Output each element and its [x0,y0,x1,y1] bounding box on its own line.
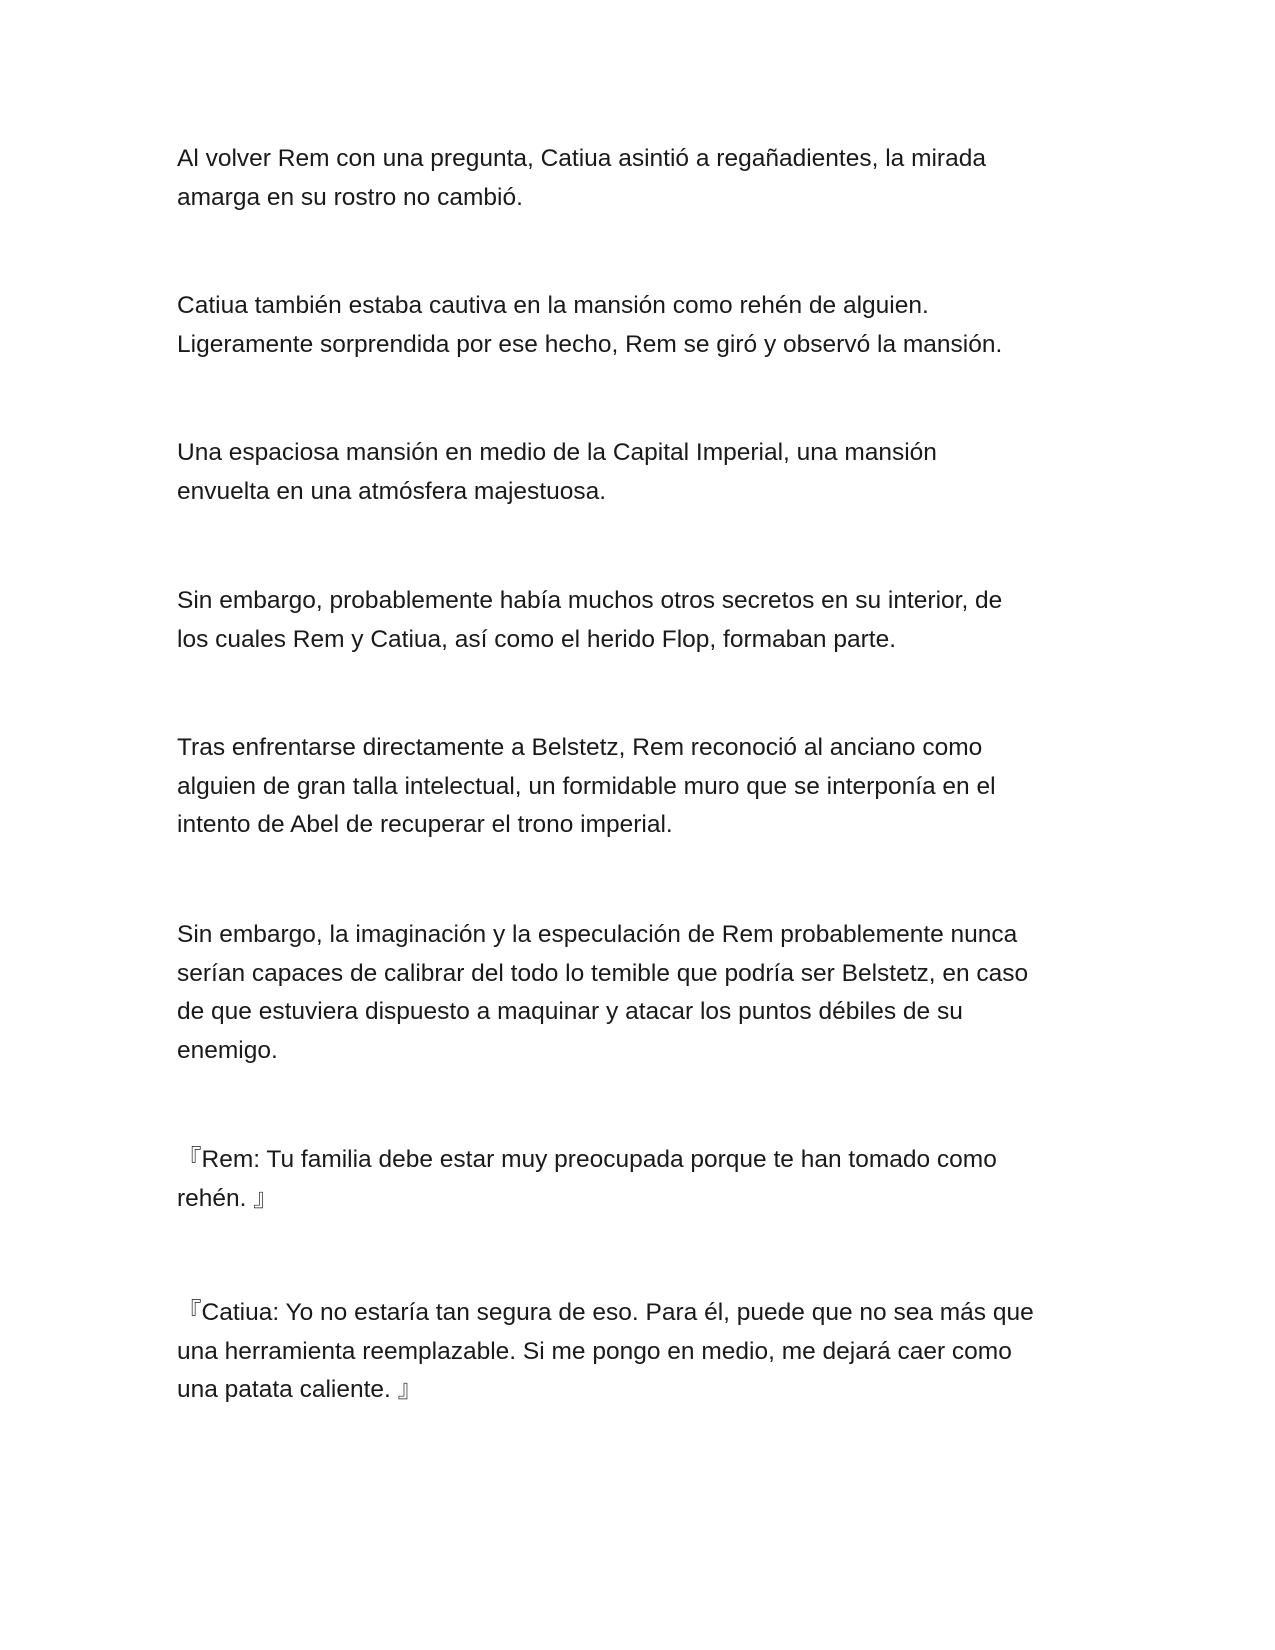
paragraph-3 [177,434,1117,511]
paragraph-5 [177,729,1117,845]
paragraph-line: de que estuviera dispuesto a maquinar y atacar los puntos débiles de su [177,998,963,1025]
paragraph-line: Una espaciosa mansión en medio de la Capital Imperial, una mansión [177,439,937,466]
paragraph-line: una patata caliente. 』 [177,1376,423,1403]
paragraph-line: Catiua también estaba cautiva en la mansión como rehén de alguien. [177,292,929,319]
paragraph-line: rehén. 』 [177,1184,278,1212]
paragraph-line: Sin embargo, probablemente había muchos otros secretos en su interior, de [177,587,1003,614]
paragraph-line: alguien de gran talla intelectual, un formidable muro que se interponía en el [177,772,996,800]
paragraph-line: Ligeramente sorprendida por ese hecho, Rem se giró y observó la mansión. [177,330,1003,358]
paragraph-line: intento de Abel de recuperar el trono imperial. [177,811,673,838]
paragraph-line: 『Rem: Tu familia debe estar muy preocupada porque te han tomado como [177,1146,997,1173]
paragraph-line: una herramienta reemplazable. Si me pongo en medio, me dejará caer como [177,1337,1012,1365]
paragraph-line: envuelta en una atmósfera majestuosa. [177,477,607,505]
paragraph-line: Sin embargo, la imaginación y la especulación de Rem probablemente nunca [177,921,1018,948]
dialogue-rem [177,1141,1117,1218]
paragraph-2 [177,287,1117,364]
paragraph-4 [177,582,1117,659]
paragraph-6 [177,916,1117,1070]
paragraph-line: amarga en su rostro no cambió. [177,183,523,211]
paragraph-line: los cuales Rem y Catiua, así como el herido Flop, formaban parte. [177,625,897,653]
paragraph-line: Tras enfrentarse directamente a Belstetz, Rem reconoció al anciano como [177,734,983,761]
dialogue-catiua [177,1294,1117,1410]
paragraph-1 [177,140,1117,217]
paragraph-line: enemigo. [177,1036,278,1064]
paragraph-line: 『Catiua: Yo no estaría tan segura de eso. Para él, puede que no sea más que [177,1299,1034,1326]
paragraph-line: Al volver Rem con una pregunta, Catiua asintió a regañadientes, la mirada [177,145,986,172]
paragraph-line: serían capaces de calibrar del todo lo temible que podría ser Belstetz, en caso [177,959,1029,987]
